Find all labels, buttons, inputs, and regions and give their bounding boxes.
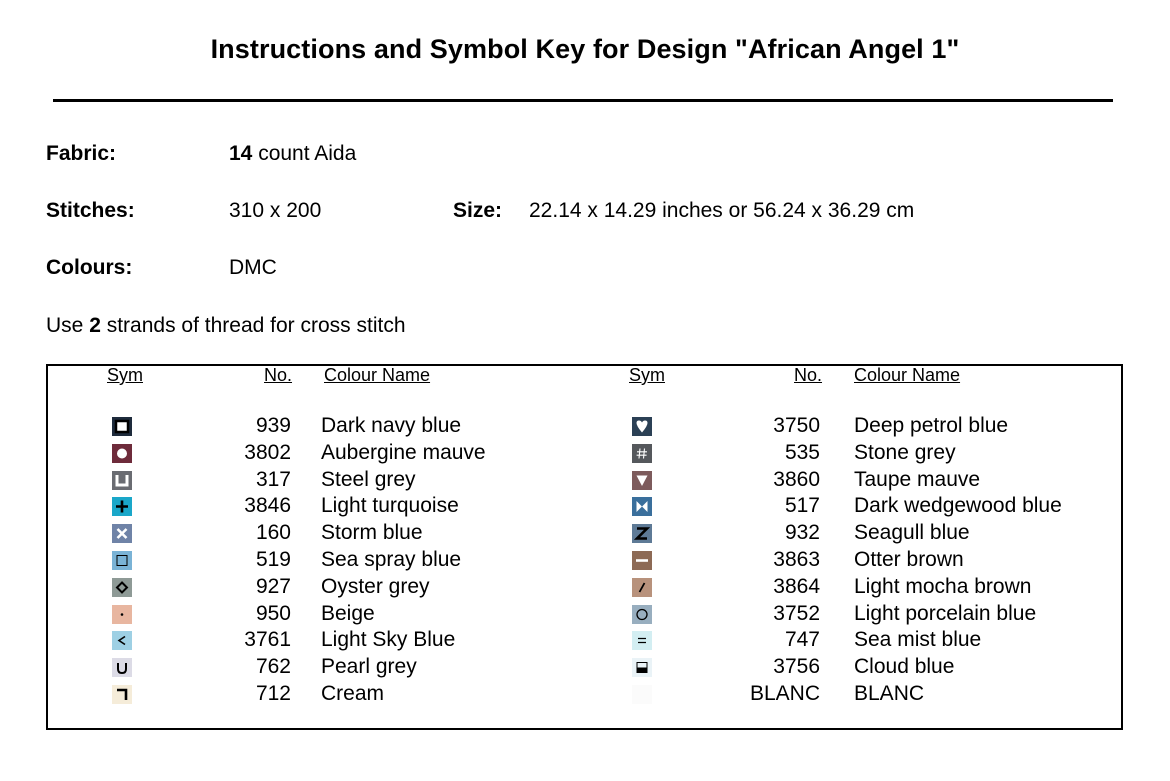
left-colour-name: Sea spray blue (321, 548, 462, 571)
right-colour-name: Light mocha brown (854, 575, 1032, 598)
left-colour-name: Oyster grey (321, 575, 430, 598)
header-no-left: No. (264, 365, 293, 385)
stitches-label: Stitches: (46, 199, 135, 222)
size-value: 22.14 x 14.29 inches or 56.24 x 36.29 cm (529, 199, 915, 222)
diamond-icon (112, 578, 132, 597)
right-colour-number: 3860 (773, 468, 820, 491)
right-colour-name: Cloud blue (854, 655, 955, 678)
left-colour-number: 762 (255, 655, 291, 678)
right-colour-number: 3864 (773, 575, 820, 598)
left-colour-number: 317 (255, 468, 291, 491)
left-colour-number: 927 (255, 575, 291, 598)
hash-icon (632, 444, 652, 463)
left-colour-name: Dark navy blue (321, 414, 462, 437)
right-colour-number: 3756 (773, 655, 820, 678)
right-colour-name: Dark wedgewood blue (854, 494, 1062, 517)
left-colour-number: 712 (255, 682, 291, 705)
strands-suffix: strands of thread for cross stitch (100, 314, 406, 337)
right-colour-name: Seagull blue (854, 521, 970, 544)
left-colour-name: Light Sky Blue (321, 628, 456, 651)
size-label: Size: (453, 199, 503, 222)
left-colour-number: 950 (255, 602, 291, 625)
heart-icon (632, 417, 652, 436)
right-colour-name: Sea mist blue (854, 628, 982, 651)
square-outline-icon (112, 417, 132, 436)
left-colour-name: Beige (321, 602, 375, 625)
header-no-right: No. (794, 365, 823, 385)
circle-filled-icon (112, 444, 132, 463)
z-icon (632, 524, 652, 543)
half-square-icon (632, 658, 652, 677)
right-colour-number: BLANC (749, 682, 820, 705)
square-thin-icon (112, 551, 132, 570)
fabric-value (229, 142, 356, 166)
colours-label: Colours: (46, 256, 133, 279)
fabric-count: 14 (229, 142, 253, 165)
left-colour-number: 160 (255, 521, 291, 544)
right-colour-name: Light porcelain blue (854, 602, 1037, 625)
plus-icon (112, 497, 132, 516)
right-colour-number: 747 (784, 628, 820, 651)
right-colour-name: Otter brown (854, 548, 964, 571)
right-colour-name: BLANC (854, 682, 925, 705)
minus-icon (632, 551, 652, 570)
fabric-label: Fabric: (46, 142, 117, 165)
strands-prefix: Use (46, 314, 90, 337)
header-name-right: Colour Name (854, 365, 961, 385)
right-colour-name: Taupe mauve (854, 468, 981, 491)
left-colour-number: 519 (255, 548, 291, 571)
circle-outline-icon (632, 605, 652, 624)
right-colour-number: 535 (784, 441, 820, 464)
left-colour-name: Storm blue (321, 521, 423, 544)
header-sym-left: Sym (107, 365, 143, 385)
left-colour-number: 3761 (244, 628, 291, 651)
cross-icon (112, 524, 132, 543)
right-colour-number: 932 (784, 521, 820, 544)
left-colour-number: 3846 (244, 494, 291, 517)
colours-value: DMC (229, 256, 277, 279)
triangle-down-icon (632, 471, 652, 490)
title-divider (53, 99, 1113, 102)
page-title: Instructions and Symbol Key for Design "African Angel 1" (210, 34, 960, 64)
right-colour-number: 3750 (773, 414, 820, 437)
right-colour-name: Deep petrol blue (854, 414, 1009, 437)
u-thick-icon (112, 471, 132, 490)
strands-instruction (46, 314, 406, 338)
corner-icon (112, 685, 132, 704)
fabric-type: count Aida (252, 142, 357, 165)
bowtie-icon (632, 497, 652, 516)
blank-icon (632, 685, 652, 704)
right-colour-number: 3863 (773, 548, 820, 571)
dot-icon (112, 605, 132, 624)
left-colour-name: Light turquoise (321, 494, 459, 517)
right-colour-number: 517 (784, 494, 820, 517)
left-colour-name: Aubergine mauve (321, 441, 486, 464)
right-colour-name: Stone grey (854, 441, 956, 464)
strands-count: 2 (89, 314, 101, 337)
right-colour-number: 3752 (773, 602, 820, 625)
left-colour-name: Cream (321, 682, 385, 705)
header-name-left: Colour Name (324, 365, 431, 385)
left-colour-number: 3802 (244, 441, 291, 464)
slash-icon (632, 578, 652, 597)
equals-icon (632, 631, 652, 650)
left-colour-name: Pearl grey (321, 655, 417, 678)
left-colour-name: Steel grey (321, 468, 416, 491)
header-sym-right: Sym (629, 365, 665, 385)
less-than-icon (112, 631, 132, 650)
left-colour-number: 939 (255, 414, 291, 437)
stitches-value: 310 x 200 (229, 199, 322, 222)
u-thin-icon (112, 658, 132, 677)
